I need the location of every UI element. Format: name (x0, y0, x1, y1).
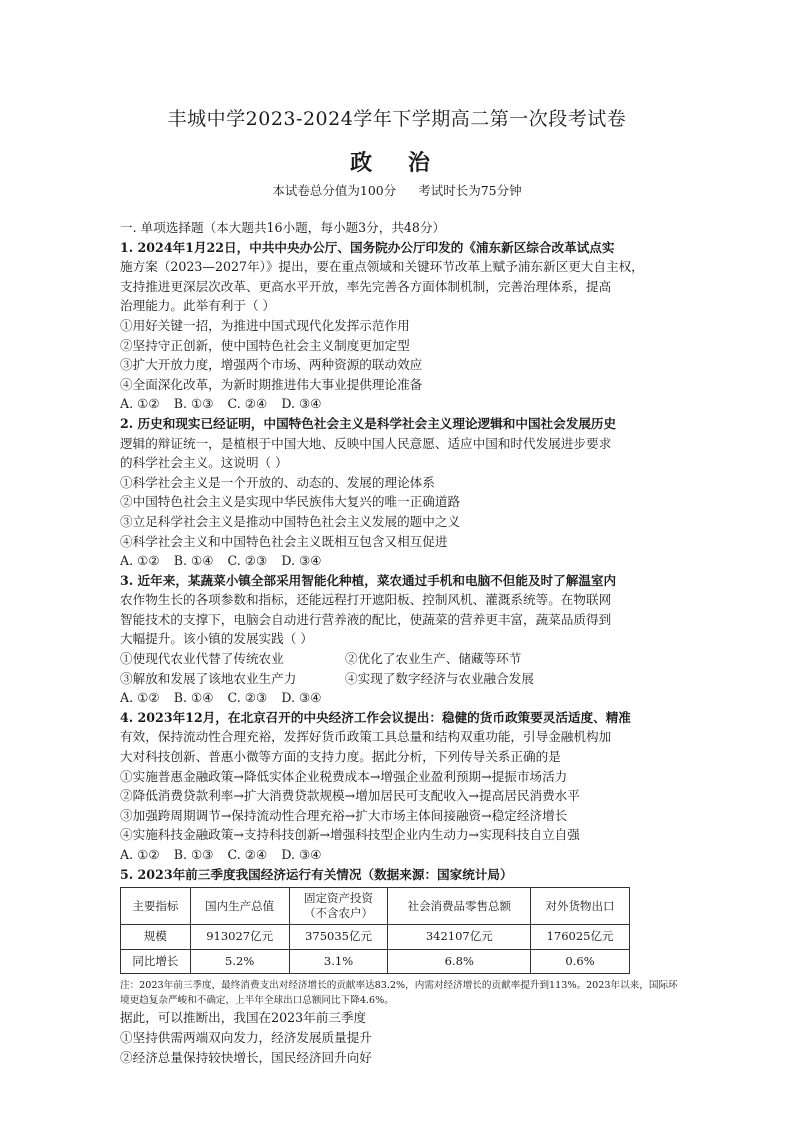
option-b[interactable]: B. ①③ (173, 396, 214, 412)
statement-item: ④实现了数字经济与农业融合发展 (345, 670, 534, 686)
answer-options (120, 845, 680, 865)
question-line: 大对科技创新、普惠小微等方面的支持力度。据此分析，下列传导关系正确的是 (120, 749, 561, 765)
question-5 (120, 865, 680, 1068)
question-line: 4. 2023年12月，在北京召开的中央经济工作会议提出：稳健的货币政策要灵活适度、精准 (120, 709, 631, 725)
statement-item: ④全面深化改革，为新时期推进伟大事业提供理论准备 (120, 376, 423, 392)
option-b[interactable]: B. ①④ (173, 553, 214, 569)
table-cell: 0.6% (531, 949, 630, 974)
question-line: 治理能力。此举有利于（ ） (120, 298, 276, 314)
option-d[interactable]: D. ③④ (281, 847, 322, 862)
question-line: 支持推进更深层次改革、更高水平开放，率先完善各方面体制机制，完善治理体系，提高 (120, 278, 612, 294)
statement-item: ③扩大开放力度，增强两个市场、两种资源的联动效应 (120, 357, 423, 373)
question-1 (120, 238, 680, 414)
question-line: 的科学社会主义。这说明（ ） (120, 455, 288, 471)
answer-options (120, 688, 680, 708)
subject-title: 政 治 (350, 150, 444, 176)
option-d[interactable]: D. ③④ (281, 553, 322, 569)
statement-item: ①科学社会主义是一个开放的、动态的、发展的理论体系 (120, 474, 435, 490)
question-line: 3. 近年来，某蔬菜小镇全部采用智能化种植，菜农通过手机和电脑不但能及时了解温室内 (120, 572, 617, 588)
question-line: 2. 历史和现实已经证明，中国特色社会主义是科学社会主义理论逻辑和中国社会发展历史 (120, 415, 617, 431)
option-a[interactable]: A. ①② (120, 396, 160, 412)
statement-item: ①坚持供需两端双向发力，经济发展质量提升 (120, 1029, 372, 1045)
table-cell: 同比增长 (121, 949, 191, 974)
statement-item: ①使现代农业代替了传统农业 (120, 651, 284, 667)
statement-item: ④实施科技金融政策→支持科技创新→增强科技型企业内生动力→实现科技自立自强 (120, 827, 580, 843)
question-line: 逻辑的辩证统一，是植根于中国大地、反映中国人民意愿、适应中国和时代发展进步要求 (120, 435, 612, 451)
duration: 考试时长为75分钟 (418, 183, 522, 198)
option-a[interactable]: A. ①② (120, 690, 160, 706)
question-line: 5. 2023年前三季度我国经济运行有关情况（数据来源：国家统计局） (120, 866, 513, 882)
option-b[interactable]: B. ①③ (173, 847, 214, 862)
table-cell: 3.1% (289, 949, 388, 974)
option-a[interactable]: A. ①② (120, 553, 160, 569)
header-line: 固定资产投资 (304, 891, 374, 906)
statement-item: ②优化了农业生产、储藏等环节 (345, 651, 522, 667)
table-header-cell: 国内生产总值 (190, 888, 289, 925)
option-c[interactable]: C. ②④ (227, 396, 268, 412)
exam-content (120, 218, 680, 1067)
score-total: 本试卷总分值为100分 (272, 183, 397, 198)
question-line: 有效，保持流动性合理充裕，发挥好货币政策工具总量和结构双重功能，引导金融机构加 (120, 729, 612, 745)
table-header-cell: 主要指标 (121, 888, 191, 925)
table-header-cell (289, 888, 388, 925)
option-c[interactable]: C. ②③ (227, 690, 268, 706)
table-note: 注：2023年前三季度，最终消费支出对经济增长的贡献率达83.2%，内需对经济增长的贡献率提升到113%。2023年以来，国际环境更趋复杂严峻和不确定，上半年全球出口总额同比下降4.6%。 (120, 980, 678, 1007)
question-line: 大幅提升。该小镇的发展实践（ ） (120, 631, 313, 647)
statement-item: ①实施普惠金融政策→降低实体企业税费成本→增强企业盈利预期→提振市场活力 (120, 768, 568, 784)
question-line: 施方案（2023—2027年）》提出，要在重点领域和关键环节改革上赋予浦东新区更大自主权， (120, 259, 644, 275)
header-line: （不含农户） (304, 906, 374, 921)
option-c[interactable]: C. ②③ (227, 553, 268, 569)
statement-item: ②降低消费贷款利率→扩大消费贷款规模→增加居民可支配收入→提高居民消费水平 (120, 788, 580, 804)
question-line: 智能技术的支撑下，电脑会自动进行营养液的配比，使蔬菜的营养更丰富，蔬菜品质得到 (120, 611, 612, 627)
table-cell: 6.8% (388, 949, 531, 974)
statement-item: ③加强跨周期调节→保持流动性合理充裕→扩大市场主体间接融资→稳定经济增长 (120, 807, 568, 823)
table-cell: 5.2% (190, 949, 289, 974)
statement-item: ②经济总量保持较快增长，国民经济回升向好 (120, 1049, 372, 1065)
table-cell: 375035亿元 (289, 925, 388, 950)
table-header-row (121, 888, 630, 925)
table-cell: 176025亿元 (531, 925, 630, 950)
statement-item: ②中国特色社会主义是实现中华民族伟大复兴的唯一正确道路 (120, 494, 461, 510)
statement-item: ③解放和发展了该地农业生产力 (120, 670, 297, 686)
question-2 (120, 414, 680, 571)
statement-item: ②坚持守正创新，使中国特色社会主义制度更加定型 (120, 337, 410, 353)
table-row (121, 949, 630, 974)
statement-item: ③立足科学社会主义是推动中国特色社会主义发展的题中之义 (120, 513, 461, 529)
table-header-cell: 社会消费品零售总额 (388, 888, 531, 925)
option-d[interactable]: D. ③④ (281, 396, 322, 412)
exam-meta (0, 181, 794, 199)
table-row (121, 925, 630, 950)
section-heading: 一. 单项选择题（本大题共16小题，每小题3分，共48分） (120, 220, 446, 235)
question-3 (120, 571, 680, 708)
economy-stats-table (120, 887, 630, 974)
question-4 (120, 708, 680, 865)
table-cell: 913027亿元 (190, 925, 289, 950)
table-header-cell: 对外货物出口 (531, 888, 630, 925)
option-b[interactable]: B. ①④ (173, 690, 214, 706)
statement-grid (120, 649, 680, 669)
option-d[interactable]: D. ③④ (281, 690, 322, 706)
option-c[interactable]: C. ②④ (227, 847, 268, 862)
table-cell: 342107亿元 (388, 925, 531, 950)
statement-grid (120, 669, 680, 689)
statement-item: ④科学社会主义和中国特色社会主义既相互包含又相互促进 (120, 533, 448, 549)
question-lead: 据此，可以推断出，我国在2023年前三季度 (120, 1010, 367, 1026)
question-line: 农作物生长的各项参数和指标，还能远程打开遮阳板、控制风机、灌溉系统等。在物联网 (120, 592, 612, 608)
answer-options (120, 551, 680, 571)
option-a[interactable]: A. ①② (120, 847, 160, 862)
statement-item: ①用好关键一招，为推进中国式现代化发挥示范作用 (120, 317, 410, 333)
answer-options (120, 394, 680, 414)
exam-title: 丰城中学2023-2024学年下学期高二第一次段考试卷 (167, 108, 627, 130)
table-cell: 规模 (121, 925, 191, 950)
question-line: 1. 2024年1月22日，中共中央办公厅、国务院办公厅印发的《浦东新区综合改革试点实 (120, 239, 615, 255)
